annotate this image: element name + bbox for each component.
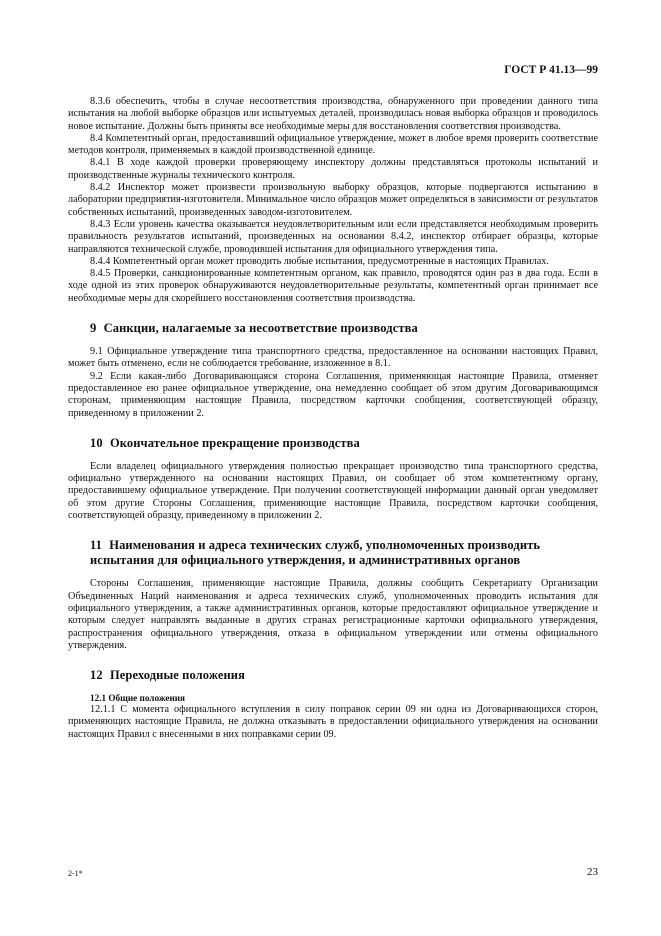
subsection-heading: 12.1 Общие положения [90, 693, 186, 704]
section-12-heading [90, 668, 598, 683]
footer-signature: 2-1* [68, 869, 83, 878]
paragraph: 8.4 Компетентный орган, предоставивший официальное утверждение, может в любое время проверить соответствие методов контроля, применяемых в каждой производственной единице. [68, 132, 598, 157]
paragraph: 8.4.3 Если уровень качества оказывается неудовлетворительным или если представляется необходимым проверить правильность результатов испытаний, произведенных на основании 8.4.2, инспектор отбирает образцы, которые направляются технической службе, проводившей испытания для официального утверждения типа. [68, 218, 598, 255]
section-11-heading [90, 538, 598, 568]
section-number: 10 [90, 435, 103, 450]
paragraph: 8.4.5 Проверки, санкционированные компетентным органом, как правило, проводятся один раз в два года. Если в ходе одной из этих проверок обнаруживаются неудовлетворительные результаты, компетентный орган принимает все необходимые меры для скорейшего восстановления соответствия производства. [68, 268, 598, 304]
page-content [68, 96, 598, 741]
paragraph: 8.3.6 обеспечить, чтобы в случае несоответствия производства, обнаруженного при проведении данного типа испытания на любой выборке образцов или испытуемых деталей, производилась новая выборка образцов и проводилось новое испытание. Должны быть приняты все необходимые меры для восстановления соответствия производства. [68, 96, 598, 132]
paragraph: 8.4.1 В ходе каждой проверки проверяющему инспектору должны представляться протоколы испытаний и производственные журналы технического контроля. [68, 157, 598, 181]
section-title: Санкции, налагаемые за несоответствие производства [103, 321, 418, 336]
section-9-heading [90, 321, 598, 336]
paragraph: 8.4.4 Компетентный орган может проводить любые испытания, предусмотренные в настоящих Правилах. [90, 255, 549, 267]
section-title: Окончательное прекращение производства [109, 435, 360, 450]
paragraph: 9.2 Если какая-либо Договаривающаяся сторона Соглашения, применяющая настоящие Правила, отменяет предоставленное ею ранее официальное утверждение, она немедленно сообщает об этом другим Договаривающимся сторонам, применяющим настоящие Правила, посредством карточки сообщения, соответствующей образцу, приведенному в приложении 2. [68, 370, 598, 419]
paragraph: Стороны Соглашения, применяющие настоящие Правила, должны сообщить Секретариату Организации Объединенных Наций наименования и адреса технических служб, уполномоченных проводить испытания для официального утверждения, а также административных органов, которые предоставляют официальное утверждение и которым следует направлять выданные в других странах регистрационные карточки официального утверждения, распространения официального утверждения, отказа в официальном утверждении или отмены официального утверждения. [68, 578, 598, 651]
paragraph: Если владелец официального утверждения полностью прекращает производство типа транспортного средства, официально утвержденного на основании настоящих Правил, он сообщает об этом компетентному органу, предоставившему официальное утверждение. При получении соответствующей информации данный орган уведомляет об этом другие Стороны Соглашения, применяющие настоящие Правила, посредством карточки сообщения, соответствующей образцу, приведенному в приложении 2. [68, 460, 598, 522]
section-number: 9 [90, 321, 97, 336]
page-number: 23 [587, 866, 598, 878]
section-title: Переходные положения [109, 668, 245, 683]
section-number: 11 [90, 538, 103, 553]
paragraph: 12.1.1 С момента официального вступления в силу поправок серии 09 ни одна из Договаривающихся сторон, применяющих настоящие Правила, не должна отказывать в предоставлении официального утверждения на основании настоящих Правил с внесенными в них поправками серии 09. [68, 704, 598, 740]
section-number: 12 [90, 668, 103, 683]
page-header: ГОСТ Р 41.13—99 [504, 64, 598, 76]
section-title: Наименования и адреса технических служб, уполномоченных производить испытания для официального утверждения, и административных органов [90, 538, 541, 568]
section-10-heading [90, 436, 598, 451]
paragraph: 9.1 Официальное утверждение типа транспортного средства, предоставленное на основании настоящих Правил, может быть отменено, если не соблюдается требование, изложенное в 8.1. [68, 346, 598, 370]
paragraph: 8.4.2 Инспектор может произвести произвольную выборку образцов, которые подвергаются испытанию в лаборатории предприятия-изготовителя. Минимальное число образцов может определяться в зависимости от результатов собственных испытаний, произведенных заводом-изготовителем. [68, 182, 598, 218]
